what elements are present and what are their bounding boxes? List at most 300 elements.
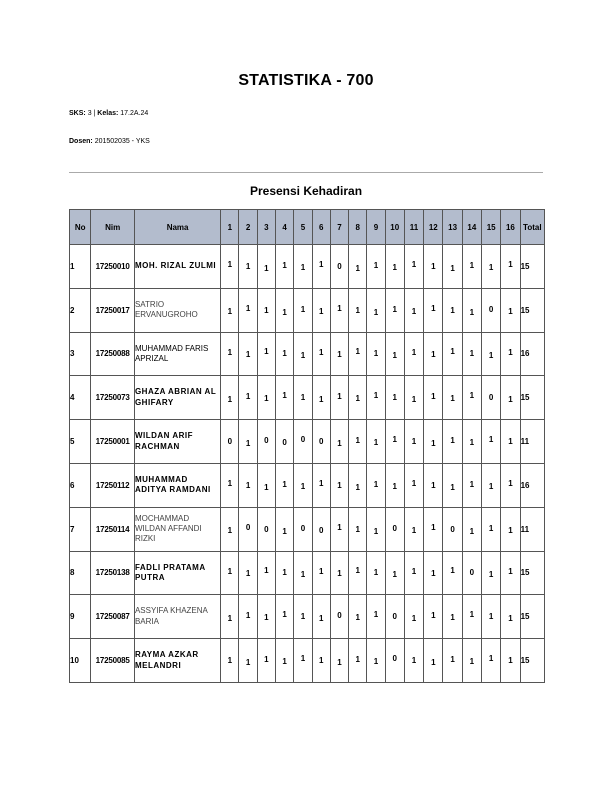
attendance-cell <box>501 332 520 376</box>
student-name: MOH. RIZAL ZULMI <box>134 245 220 289</box>
attendance-cell <box>257 420 275 464</box>
attendance-cell <box>312 245 330 289</box>
student-name: GHAZA ABRIAN AL GHIFARY <box>134 376 220 420</box>
attendance-cell <box>349 463 367 507</box>
attendance-cell <box>367 420 385 464</box>
attendance-value: 1 <box>264 566 269 576</box>
attendance-value: 1 <box>245 569 251 579</box>
attendance-cell <box>404 376 423 420</box>
attendance-cell <box>330 463 348 507</box>
column-header: 10 <box>385 210 404 245</box>
attendance-cell <box>424 288 443 332</box>
attendance-value: 1 <box>245 658 251 668</box>
attendance-value: 1 <box>300 570 306 580</box>
attendance-value: 1 <box>300 304 306 314</box>
attendance-cell <box>424 245 443 289</box>
attendance-cell <box>385 507 404 551</box>
attendance-value: 1 <box>469 349 475 359</box>
attendance-cell <box>385 463 404 507</box>
attendance-value: 1 <box>450 566 455 576</box>
attendance-value: 1 <box>337 350 342 360</box>
attendance-cell <box>367 595 385 639</box>
row-total: 15 <box>520 376 544 420</box>
attendance-value: 1 <box>355 347 360 357</box>
attendance-cell <box>276 507 294 551</box>
attendance-cell <box>257 245 275 289</box>
attendance-value: 1 <box>508 437 513 447</box>
attendance-cell <box>404 507 423 551</box>
attendance-value: 1 <box>318 614 324 624</box>
attendance-value: 1 <box>264 613 269 623</box>
attendance-value: 1 <box>488 351 494 361</box>
attendance-cell <box>221 595 239 639</box>
row-number: 6 <box>70 463 91 507</box>
attendance-cell <box>404 639 423 683</box>
attendance-value: 1 <box>337 439 342 449</box>
attendance-value: 1 <box>282 260 287 270</box>
attendance-value: 1 <box>227 567 233 577</box>
attendance-cell <box>312 595 330 639</box>
row-number: 3 <box>70 332 91 376</box>
attendance-cell <box>443 595 462 639</box>
attendance-value: 1 <box>392 304 397 314</box>
attendance-cell <box>349 376 367 420</box>
table-row <box>70 595 545 639</box>
dosen-value: 201502035 - YKS <box>94 138 150 145</box>
attendance-cell <box>443 507 462 551</box>
attendance-value: 0 <box>318 525 324 535</box>
attendance-value: 1 <box>245 480 251 490</box>
attendance-cell <box>221 376 239 420</box>
attendance-value: 1 <box>355 394 360 404</box>
attendance-cell <box>312 376 330 420</box>
attendance-value: 1 <box>282 526 287 536</box>
attendance-cell <box>443 420 462 464</box>
attendance-value: 1 <box>282 568 287 578</box>
student-nim: 17250114 <box>91 507 135 551</box>
attendance-value: 0 <box>245 522 251 532</box>
attendance-cell <box>294 595 312 639</box>
column-header: 2 <box>239 210 257 245</box>
attendance-value: 1 <box>469 479 475 489</box>
attendance-cell <box>221 507 239 551</box>
attendance-value: 1 <box>282 349 287 359</box>
attendance-value: 1 <box>431 611 436 621</box>
attendance-cell <box>257 376 275 420</box>
attendance-value: 1 <box>245 611 251 621</box>
attendance-value: 0 <box>227 437 233 447</box>
attendance-cell <box>239 332 257 376</box>
attendance-value: 1 <box>488 570 494 580</box>
table-row <box>70 288 545 332</box>
attendance-value: 1 <box>431 303 436 313</box>
attendance-value: 1 <box>488 481 494 491</box>
attendance-cell <box>385 288 404 332</box>
attendance-value: 1 <box>355 613 360 623</box>
attendance-value: 1 <box>373 568 379 578</box>
attendance-cell <box>294 288 312 332</box>
attendance-cell <box>349 332 367 376</box>
attendance-cell <box>367 551 385 595</box>
attendance-cell <box>221 639 239 683</box>
attendance-cell <box>239 595 257 639</box>
attendance-value: 1 <box>373 610 379 620</box>
attendance-value: 1 <box>392 351 397 361</box>
column-header: Total <box>520 210 544 245</box>
attendance-value: 0 <box>469 568 475 578</box>
table-row <box>70 507 545 551</box>
table-row <box>70 332 545 376</box>
column-header: 4 <box>276 210 294 245</box>
attendance-value: 1 <box>411 259 417 269</box>
attendance-value: 1 <box>337 569 342 579</box>
attendance-value: 1 <box>431 439 436 449</box>
attendance-value: 1 <box>411 525 417 535</box>
attendance-value: 1 <box>508 656 513 666</box>
column-header: 3 <box>257 210 275 245</box>
attendance-value: 1 <box>411 656 417 666</box>
attendance-value: 1 <box>411 348 417 358</box>
attendance-value: 1 <box>431 350 436 360</box>
attendance-cell <box>239 551 257 595</box>
attendance-cell <box>349 595 367 639</box>
attendance-value: 1 <box>264 655 269 665</box>
attendance-value: 1 <box>411 395 417 405</box>
attendance-value: 1 <box>282 657 287 667</box>
attendance-value: 0 <box>450 524 455 534</box>
column-header: Nama <box>134 210 220 245</box>
attendance-cell <box>385 595 404 639</box>
student-name: RAYMA AZKAR MELANDRI <box>134 639 220 683</box>
row-number: 2 <box>70 288 91 332</box>
attendance-cell <box>330 376 348 420</box>
attendance-cell <box>462 595 481 639</box>
attendance-value: 1 <box>392 393 397 403</box>
attendance-cell <box>424 507 443 551</box>
table-header-row <box>70 210 545 245</box>
attendance-value: 1 <box>355 263 360 273</box>
attendance-value: 1 <box>469 260 475 270</box>
attendance-value: 1 <box>411 614 417 624</box>
attendance-cell <box>239 420 257 464</box>
attendance-value: 1 <box>318 306 324 316</box>
attendance-value: 1 <box>392 262 397 272</box>
attendance-value: 1 <box>488 654 494 664</box>
attendance-value: 0 <box>392 654 397 664</box>
student-name: MUHAMMAD FARIS APRIZAL <box>134 332 220 376</box>
attendance-value: 1 <box>282 610 287 620</box>
attendance-value: 1 <box>300 393 306 403</box>
attendance-cell <box>312 463 330 507</box>
attendance-value: 1 <box>411 478 417 488</box>
attendance-value: 1 <box>300 262 306 272</box>
attendance-cell <box>257 463 275 507</box>
attendance-cell <box>294 420 312 464</box>
attendance-value: 1 <box>431 480 436 490</box>
attendance-value: 0 <box>264 436 269 446</box>
attendance-value: 1 <box>450 482 455 492</box>
attendance-cell <box>276 376 294 420</box>
attendance-cell <box>294 507 312 551</box>
attendance-value: 1 <box>264 347 269 357</box>
row-total: 15 <box>520 288 544 332</box>
attendance-value: 1 <box>227 395 233 405</box>
attendance-value: 1 <box>227 656 233 666</box>
attendance-value: 1 <box>508 614 513 624</box>
attendance-cell <box>221 288 239 332</box>
attendance-value: 0 <box>282 438 287 448</box>
attendance-value: 0 <box>264 524 269 534</box>
attendance-value: 0 <box>300 523 306 533</box>
attendance-cell <box>221 332 239 376</box>
attendance-cell <box>404 288 423 332</box>
attendance-cell <box>367 507 385 551</box>
attendance-cell <box>330 639 348 683</box>
attendance-cell <box>424 463 443 507</box>
attendance-cell <box>385 551 404 595</box>
attendance-cell <box>276 245 294 289</box>
attendance-value: 1 <box>469 610 475 620</box>
attendance-cell <box>312 332 330 376</box>
column-header: 14 <box>462 210 481 245</box>
attendance-value: 1 <box>355 566 360 576</box>
attendance-value: 1 <box>373 260 379 270</box>
attendance-value: 1 <box>373 307 379 317</box>
attendance-cell <box>385 639 404 683</box>
attendance-value: 1 <box>431 569 436 579</box>
attendance-value: 1 <box>508 306 513 316</box>
student-name: WILDAN ARIF RACHMAN <box>134 420 220 464</box>
attendance-cell <box>424 420 443 464</box>
attendance-cell <box>443 551 462 595</box>
attendance-cell <box>404 595 423 639</box>
attendance-cell <box>385 332 404 376</box>
attendance-cell <box>462 332 481 376</box>
attendance-cell <box>501 420 520 464</box>
student-name: FADLI PRATAMA PUTRA <box>134 551 220 595</box>
attendance-value: 1 <box>337 303 342 313</box>
attendance-cell <box>276 420 294 464</box>
attendance-value: 0 <box>392 612 397 622</box>
attendance-cell <box>257 507 275 551</box>
attendance-value: 0 <box>300 435 306 445</box>
attendance-cell <box>482 245 501 289</box>
attendance-cell <box>482 551 501 595</box>
attendance-value: 1 <box>431 658 436 668</box>
attendance-cell <box>462 507 481 551</box>
attendance-value: 1 <box>282 391 287 401</box>
attendance-cell <box>462 639 481 683</box>
sks-label: SKS: <box>69 110 86 117</box>
attendance-value: 1 <box>318 395 324 405</box>
divider <box>69 172 543 173</box>
attendance-value: 1 <box>373 657 379 667</box>
attendance-cell <box>221 551 239 595</box>
attendance-cell <box>462 376 481 420</box>
attendance-cell <box>312 507 330 551</box>
attendance-value: 0 <box>337 261 342 271</box>
attendance-cell <box>257 639 275 683</box>
student-nim: 17250138 <box>91 551 135 595</box>
attendance-cell <box>276 551 294 595</box>
attendance-cell <box>462 420 481 464</box>
attendance-value: 1 <box>318 259 324 269</box>
attendance-cell <box>385 376 404 420</box>
attendance-value: 1 <box>355 305 360 315</box>
attendance-cell <box>367 639 385 683</box>
attendance-value: 1 <box>431 392 436 402</box>
column-header: Nim <box>91 210 135 245</box>
attendance-value: 1 <box>355 436 360 446</box>
attendance-cell <box>330 245 348 289</box>
attendance-cell <box>501 288 520 332</box>
attendance-cell <box>276 639 294 683</box>
student-nim: 17250073 <box>91 376 135 420</box>
attendance-value: 1 <box>411 437 417 447</box>
attendance-value: 1 <box>488 612 494 622</box>
student-name: SATRIO ERVANUGROHO <box>134 288 220 332</box>
attendance-value: 1 <box>245 439 251 449</box>
attendance-cell <box>501 551 520 595</box>
attendance-value: 1 <box>337 392 342 402</box>
attendance-value: 1 <box>450 394 455 404</box>
course-info <box>69 110 148 117</box>
attendance-value: 1 <box>469 657 475 667</box>
attendance-cell <box>501 463 520 507</box>
attendance-value: 1 <box>264 394 269 404</box>
attendance-value: 1 <box>355 655 360 665</box>
row-total: 15 <box>520 551 544 595</box>
kelas-value: 17.2A.24 <box>120 110 149 117</box>
attendance-value: 1 <box>373 479 379 489</box>
dosen-label: Dosen: <box>69 138 93 145</box>
attendance-value: 1 <box>245 350 251 360</box>
attendance-cell <box>257 332 275 376</box>
attendance-value: 1 <box>508 259 513 269</box>
attendance-value: 1 <box>392 435 397 445</box>
attendance-value: 1 <box>392 481 397 491</box>
table-row <box>70 245 545 289</box>
attendance-cell <box>424 332 443 376</box>
attendance-cell <box>312 639 330 683</box>
attendance-cell <box>312 420 330 464</box>
attendance-cell <box>294 463 312 507</box>
attendance-value: 1 <box>373 349 379 359</box>
row-total: 11 <box>520 420 544 464</box>
attendance-value: 1 <box>488 435 494 445</box>
attendance-cell <box>221 463 239 507</box>
attendance-cell <box>349 420 367 464</box>
column-header: 16 <box>501 210 520 245</box>
attendance-value: 1 <box>508 348 513 358</box>
attendance-cell <box>404 551 423 595</box>
attendance-value: 1 <box>373 438 379 448</box>
attendance-value: 1 <box>488 523 494 533</box>
student-nim: 17250112 <box>91 463 135 507</box>
attendance-value: 1 <box>282 479 287 489</box>
attendance-value: 1 <box>245 303 251 313</box>
attendance-value: 1 <box>431 522 436 532</box>
attendance-cell <box>276 595 294 639</box>
attendance-cell <box>294 245 312 289</box>
student-nim: 17250087 <box>91 595 135 639</box>
row-number: 9 <box>70 595 91 639</box>
column-header: 7 <box>330 210 348 245</box>
row-total: 11 <box>520 507 544 551</box>
attendance-cell <box>239 507 257 551</box>
attendance-cell <box>501 595 520 639</box>
row-total: 15 <box>520 245 544 289</box>
row-number: 7 <box>70 507 91 551</box>
attendance-cell <box>330 332 348 376</box>
attendance-value: 1 <box>450 436 455 446</box>
attendance-cell <box>482 507 501 551</box>
attendance-value: 1 <box>227 478 233 488</box>
attendance-value: 0 <box>392 523 397 533</box>
attendance-value: 1 <box>282 307 287 317</box>
row-total: 16 <box>520 332 544 376</box>
column-header: No <box>70 210 91 245</box>
attendance-cell <box>294 332 312 376</box>
attendance-cell <box>367 245 385 289</box>
kelas-label: Kelas: <box>97 110 119 117</box>
attendance-value: 1 <box>450 305 455 315</box>
row-number: 10 <box>70 639 91 683</box>
page-title: STATISTIKA - 700 <box>238 72 374 89</box>
attendance-table <box>69 209 545 683</box>
attendance-value: 1 <box>411 306 417 316</box>
attendance-value: 1 <box>508 395 513 405</box>
attendance-value: 1 <box>450 347 455 357</box>
lecturer-info <box>69 138 150 145</box>
attendance-cell <box>349 551 367 595</box>
column-header: 6 <box>312 210 330 245</box>
table-row <box>70 376 545 420</box>
attendance-cell <box>443 332 462 376</box>
attendance-value: 1 <box>337 522 342 532</box>
attendance-cell <box>257 288 275 332</box>
attendance-cell <box>385 420 404 464</box>
attendance-value: 1 <box>373 391 379 401</box>
attendance-cell <box>482 463 501 507</box>
row-number: 8 <box>70 551 91 595</box>
row-number: 1 <box>70 245 91 289</box>
column-header: 9 <box>367 210 385 245</box>
attendance-cell <box>257 551 275 595</box>
section-title: Presensi Kehadiran <box>249 184 363 198</box>
table-row <box>70 463 545 507</box>
attendance-value: 1 <box>508 567 513 577</box>
row-number: 5 <box>70 420 91 464</box>
column-header: 13 <box>443 210 462 245</box>
attendance-value: 1 <box>227 614 233 624</box>
attendance-value: 1 <box>355 524 360 534</box>
attendance-value: 1 <box>245 261 251 271</box>
attendance-cell <box>462 245 481 289</box>
attendance-cell <box>367 332 385 376</box>
column-header: 5 <box>294 210 312 245</box>
attendance-value: 1 <box>318 348 324 358</box>
attendance-cell <box>501 507 520 551</box>
student-nim: 17250088 <box>91 332 135 376</box>
row-total: 15 <box>520 639 544 683</box>
attendance-cell <box>239 639 257 683</box>
attendance-value: 1 <box>355 482 360 492</box>
attendance-cell <box>239 463 257 507</box>
attendance-cell <box>221 420 239 464</box>
attendance-cell <box>482 639 501 683</box>
attendance-cell <box>367 376 385 420</box>
